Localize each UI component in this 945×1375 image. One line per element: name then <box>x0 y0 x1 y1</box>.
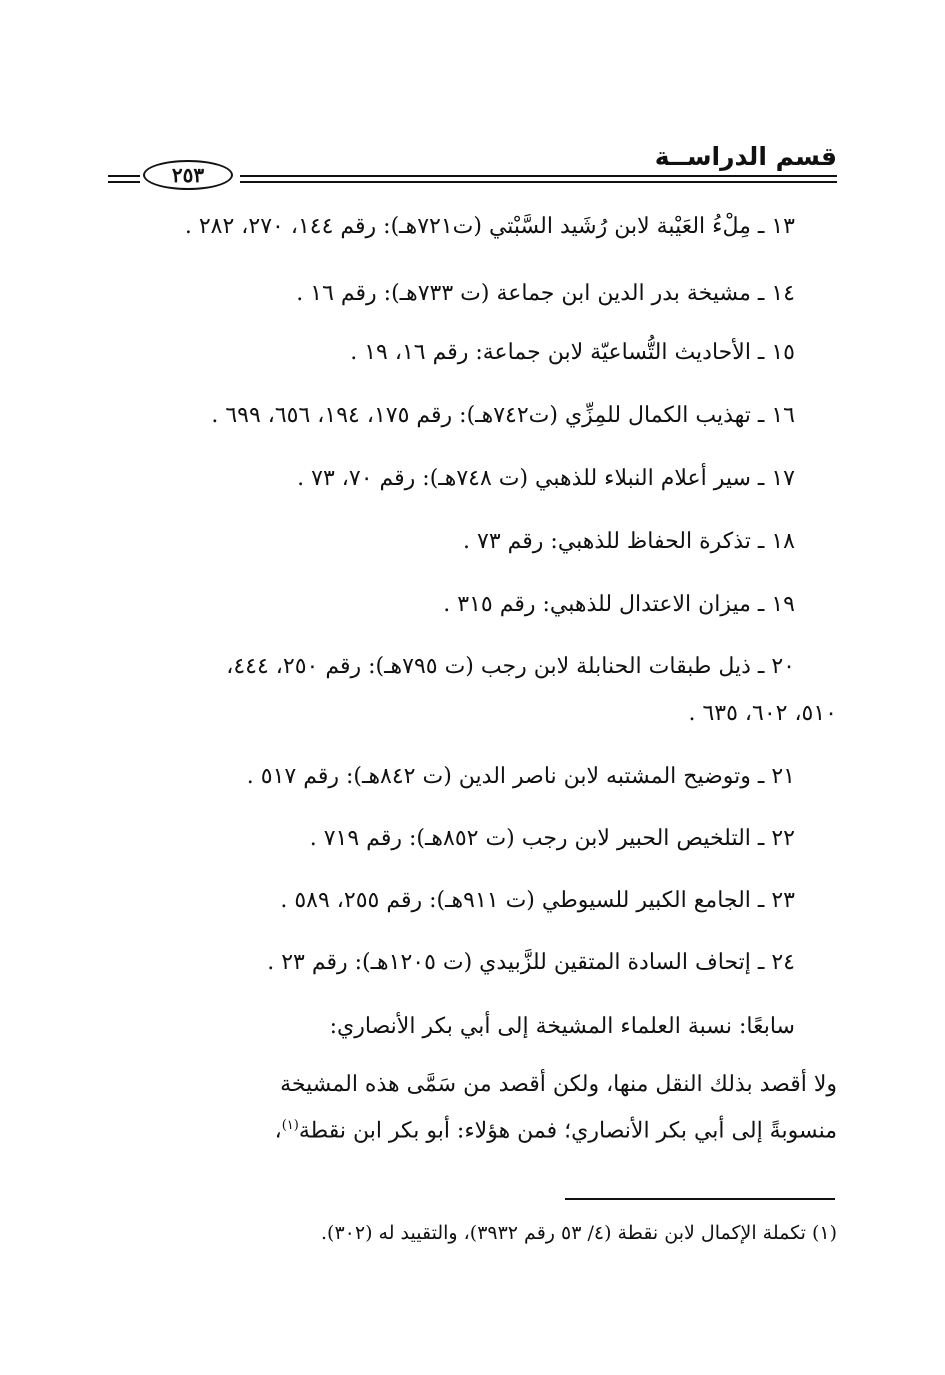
list-item: ٢٣ ـ الجامع الكبير للسيوطي (ت ٩١١هـ): رقم ٢٥٥، ٥٨٩ . <box>280 888 795 913</box>
header-rule-left-top <box>108 175 140 177</box>
list-item: ١٣ ـ مِلْءُ العَيْبة لابن رُشَيد السَّبْتي (ت٧٢١هـ): رقم ١٤٤، ٢٧٠، ٢٨٢ . <box>184 214 795 239</box>
header-rule-right-bottom <box>240 181 837 183</box>
page-number: ٢٥٣ <box>143 160 233 190</box>
paragraph-line-1: ولا أقصد بذلك النقل منها، ولكن أقصد من سَمَّى هذه المشيخة <box>280 1072 837 1097</box>
list-item: ١٨ ـ تذكرة الحفاظ للذهبي: رقم ٧٣ . <box>463 529 795 554</box>
paragraph-line-2-text: منسوبةً إلى أبي بكر الأنصاري؛ فمن هؤلاء: أبو بكر ابن نقطة <box>298 1118 837 1144</box>
section-heading: سابعًا: نسبة العلماء المشيخة إلى أبي بكر الأنصاري: <box>329 1014 795 1039</box>
paragraph-line-2 <box>108 1118 837 1143</box>
footnote-reference: (١) <box>281 1118 299 1133</box>
paragraph-line-2-end: ، <box>274 1118 282 1144</box>
list-item: ١٤ ـ مشيخة بدر الدين ابن جماعة (ت ٧٣٣هـ): رقم ١٦ . <box>296 281 795 306</box>
section-title: قسم الدراســة <box>654 142 837 171</box>
footnote-separator <box>565 1198 835 1200</box>
list-item: ١٥ ـ الأحاديث التُّساعيّة لابن جماعة: رقم ١٦، ١٩ . <box>350 340 795 365</box>
list-item: ١٩ ـ ميزان الاعتدال للذهبي: رقم ٣١٥ . <box>443 592 795 617</box>
list-item: ٢١ ـ وتوضيح المشتبه لابن ناصر الدين (ت ٨٤٢هـ): رقم ٥١٧ . <box>246 764 795 789</box>
list-item: ٢٠ ـ ذيل طبقات الحنابلة لابن رجب (ت ٧٩٥هـ): رقم ٢٥٠، ٤٤٤، <box>226 654 795 679</box>
list-item: ١٧ ـ سير أعلام النبلاء للذهبي (ت ٧٤٨هـ): رقم ٧٠، ٧٣ . <box>297 466 795 491</box>
header-rule-left-bottom <box>108 181 140 183</box>
list-item: ٢٤ ـ إتحاف السادة المتقين للزَّبيدي (ت ١٢٠٥هـ): رقم ٢٣ . <box>267 950 795 975</box>
list-item-continuation: ٥١٠، ٦٠٢، ٦٣٥ . <box>688 701 837 726</box>
list-item: ١٦ ـ تهذيب الكمال للمِزِّي (ت٧٤٢هـ): رقم ١٧٥، ١٩٤، ٦٥٦، ٦٩٩ . <box>211 403 795 428</box>
footnote: (١) تكملة الإكمال لابن نقطة (٤/ ٥٣ رقم ٣٩٣٢)، والتقييد له (٣٠٢). <box>321 1222 837 1244</box>
list-item: ٢٢ ـ التلخيص الحبير لابن رجب (ت ٨٥٢هـ): رقم ٧١٩ . <box>309 826 795 851</box>
header-rule-right-top <box>240 175 837 177</box>
